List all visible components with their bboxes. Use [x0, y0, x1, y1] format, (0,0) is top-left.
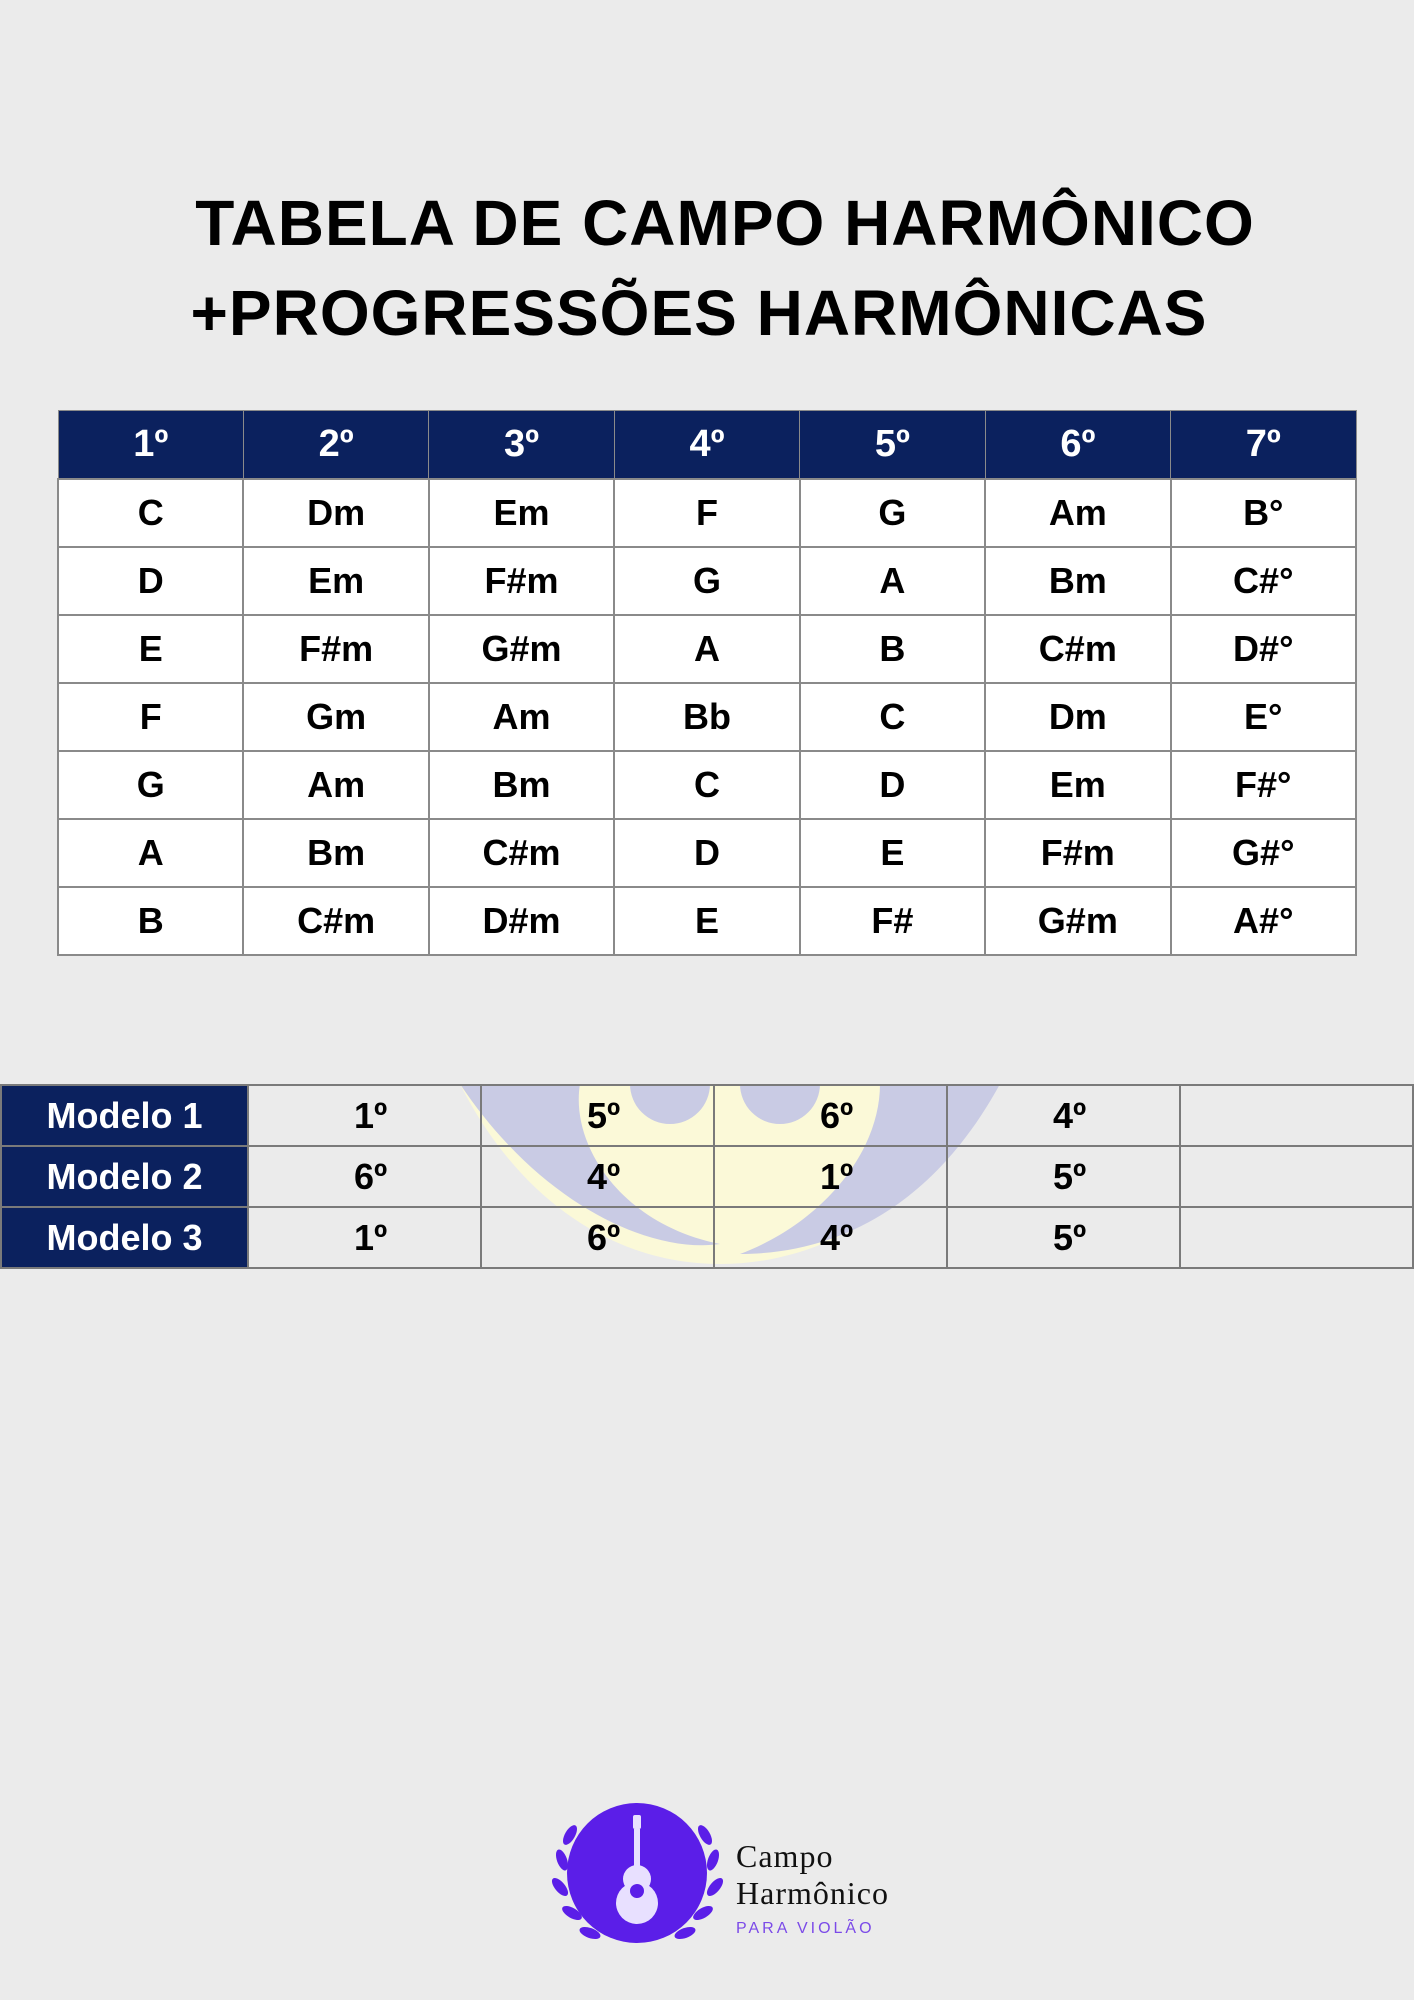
- table-row: [58, 615, 1356, 683]
- column-header: 7º: [1171, 411, 1356, 480]
- degree-cell: 6º: [248, 1146, 481, 1207]
- chord-cell: E: [614, 887, 799, 955]
- chord-cell: B°: [1171, 479, 1356, 547]
- degree-cell: 6º: [714, 1085, 947, 1146]
- chord-cell: E: [58, 615, 243, 683]
- chord-cell: Dm: [243, 479, 428, 547]
- degree-cell: 1º: [714, 1146, 947, 1207]
- chord-cell: Am: [985, 479, 1170, 547]
- degree-cell: 5º: [947, 1146, 1180, 1207]
- table-row: [58, 479, 1356, 547]
- chord-cell: B: [58, 887, 243, 955]
- chord-cell: G: [614, 547, 799, 615]
- chord-cell: Dm: [985, 683, 1170, 751]
- chord-cell: E°: [1171, 683, 1356, 751]
- chord-cell: A: [800, 547, 985, 615]
- chord-cell: Bm: [985, 547, 1170, 615]
- chord-cell: C: [800, 683, 985, 751]
- progression-row: [1, 1207, 1413, 1268]
- chord-cell: A: [58, 819, 243, 887]
- page-title-line1: TABELA DE CAMPO HARMÔNICO: [195, 187, 1255, 259]
- degree-cell: [1180, 1207, 1413, 1268]
- table-row: [58, 887, 1356, 955]
- column-header: 5º: [800, 411, 985, 480]
- logo-title-line1: Campo: [736, 1838, 834, 1874]
- chord-cell: Em: [985, 751, 1170, 819]
- chord-cell: F#: [800, 887, 985, 955]
- progressions-table: [0, 1084, 1414, 1269]
- chord-cell: G: [800, 479, 985, 547]
- harmonic-field-table: [57, 410, 1357, 956]
- logo-title-line2: Harmônico: [736, 1875, 889, 1911]
- progression-row: [1, 1146, 1413, 1207]
- chord-cell: E: [800, 819, 985, 887]
- column-header: 3º: [429, 411, 614, 480]
- chord-cell: F: [614, 479, 799, 547]
- chord-cell: D: [614, 819, 799, 887]
- progression-label: Modelo 1: [1, 1085, 248, 1146]
- chord-cell: D#m: [429, 887, 614, 955]
- table-row: [58, 547, 1356, 615]
- degree-cell: 1º: [248, 1207, 481, 1268]
- chord-cell: F#m: [243, 615, 428, 683]
- guitar-icon: [567, 1803, 707, 1943]
- logo-tagline: PARA VIOLÃO: [736, 1920, 875, 1937]
- chord-cell: F#m: [429, 547, 614, 615]
- degree-cell: [1180, 1146, 1413, 1207]
- chord-cell: D: [800, 751, 985, 819]
- degree-cell: 4º: [947, 1085, 1180, 1146]
- degree-cell: 1º: [248, 1085, 481, 1146]
- table-row: [58, 751, 1356, 819]
- chord-cell: C: [614, 751, 799, 819]
- progression-row: [1, 1085, 1413, 1146]
- column-header: 6º: [985, 411, 1170, 480]
- chord-cell: F#°: [1171, 751, 1356, 819]
- degree-cell: 5º: [947, 1207, 1180, 1268]
- chord-cell: D#°: [1171, 615, 1356, 683]
- column-header: 2º: [243, 411, 428, 480]
- chord-cell: Am: [243, 751, 428, 819]
- table-header-row: [58, 411, 1356, 480]
- logo-circle: [567, 1803, 707, 1943]
- degree-cell: 5º: [481, 1085, 714, 1146]
- chord-cell: Em: [243, 547, 428, 615]
- degree-cell: 6º: [481, 1207, 714, 1268]
- chord-cell: B: [800, 615, 985, 683]
- chord-cell: A: [614, 615, 799, 683]
- chord-cell: Bm: [429, 751, 614, 819]
- chord-cell: G#m: [985, 887, 1170, 955]
- chord-cell: G: [58, 751, 243, 819]
- chord-cell: C#m: [243, 887, 428, 955]
- progression-label: Modelo 3: [1, 1207, 248, 1268]
- table-row: [58, 819, 1356, 887]
- chord-cell: C#°: [1171, 547, 1356, 615]
- chord-cell: C#m: [429, 819, 614, 887]
- column-header: 1º: [58, 411, 243, 480]
- degree-cell: 4º: [714, 1207, 947, 1268]
- degree-cell: 4º: [481, 1146, 714, 1207]
- chord-cell: Gm: [243, 683, 428, 751]
- table-row: [58, 683, 1356, 751]
- chord-cell: A#°: [1171, 887, 1356, 955]
- chord-cell: Em: [429, 479, 614, 547]
- column-header: 4º: [614, 411, 799, 480]
- chord-cell: G#°: [1171, 819, 1356, 887]
- chord-cell: C#m: [985, 615, 1170, 683]
- chord-cell: F: [58, 683, 243, 751]
- chord-cell: F#m: [985, 819, 1170, 887]
- page-title-line2: +PROGRESSÕES HARMÔNICAS: [190, 277, 1208, 349]
- chord-cell: C: [58, 479, 243, 547]
- chord-cell: Bb: [614, 683, 799, 751]
- chord-cell: G#m: [429, 615, 614, 683]
- degree-cell: [1180, 1085, 1413, 1146]
- progression-label: Modelo 2: [1, 1146, 248, 1207]
- chord-cell: D: [58, 547, 243, 615]
- chord-cell: Am: [429, 683, 614, 751]
- chord-cell: Bm: [243, 819, 428, 887]
